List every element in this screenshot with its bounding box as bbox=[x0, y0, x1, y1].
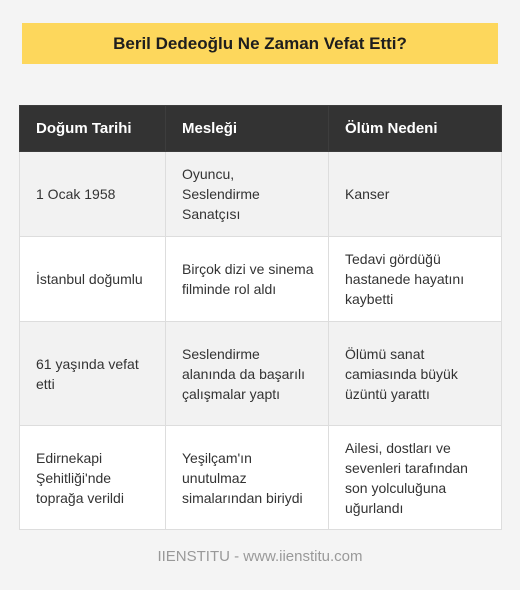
footer-credit: IIENSTITU - www.iienstitu.com bbox=[157, 548, 363, 565]
header-cause-of-death: Ölüm Nedeni bbox=[329, 106, 502, 152]
table-row bbox=[20, 237, 502, 322]
table-row bbox=[20, 322, 502, 426]
header-profession: Mesleği bbox=[166, 106, 329, 152]
table-cell: Ailesi, dostları ve sevenleri tarafından son yolculuğuna uğurlandı bbox=[329, 426, 502, 530]
header-birth-date: Doğum Tarihi bbox=[20, 106, 166, 152]
table-cell: Edirnekapi Şehitliği'nde toprağa verildi bbox=[20, 426, 166, 530]
table-cell: 61 yaşında vefat etti bbox=[20, 322, 166, 426]
table-cell: Ölümü sanat camiasında büyük üzüntü yarattı bbox=[329, 322, 502, 426]
table-row bbox=[20, 152, 502, 237]
table-row bbox=[20, 426, 502, 530]
page-title: Beril Dedeoğlu Ne Zaman Vefat Etti? bbox=[22, 23, 498, 64]
table-header-row bbox=[20, 106, 502, 152]
table-cell: 1 Ocak 1958 bbox=[20, 152, 166, 237]
info-table bbox=[19, 105, 502, 530]
table-cell: Birçok dizi ve sinema filminde rol aldı bbox=[166, 237, 329, 322]
table-cell: İstanbul doğumlu bbox=[20, 237, 166, 322]
table-cell: Tedavi gördüğü hastanede hayatını kaybetti bbox=[329, 237, 502, 322]
table-cell: Seslendirme alanında da başarılı çalışmalar yaptı bbox=[166, 322, 329, 426]
table-cell: Yeşilçam'ın unutulmaz simalarından biriydi bbox=[166, 426, 329, 530]
table-cell: Oyuncu, Seslendirme Sanatçısı bbox=[166, 152, 329, 237]
table-cell: Kanser bbox=[329, 152, 502, 237]
